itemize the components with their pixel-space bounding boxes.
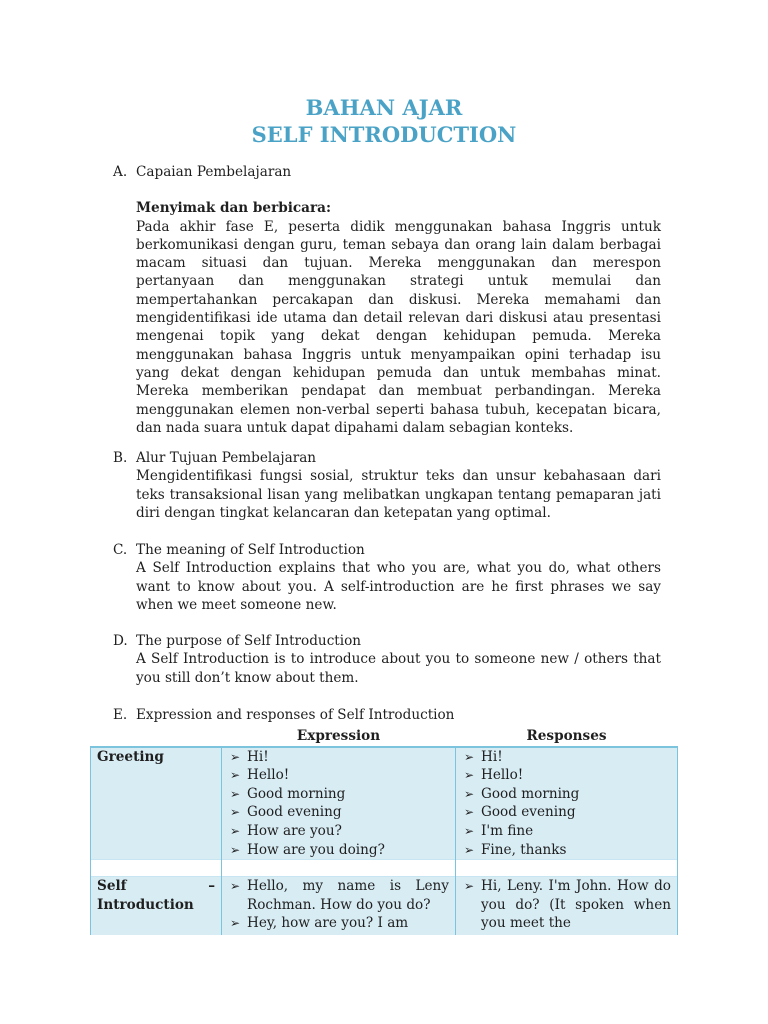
section-b <box>113 449 661 522</box>
table-header-row <box>91 727 678 747</box>
arrow-bullet-icon: ➢ <box>230 768 241 783</box>
section-d-title: The purpose of Self Introduction <box>136 633 362 649</box>
arrow-bullet-icon: ➢ <box>230 823 241 838</box>
section-d-body: A Self Introduction is to introduce about you to someone new / others that you still don’t know about them. <box>136 651 661 686</box>
section-a-body: Pada akhir fase E, peserta didik menggunakan bahasa Inggris untuk berkomunikasi dengan guru, teman sebaya dan orang lain dalam berbagai macam situasi dan tujuan. Mereka menggunakan dan merespon pertanyaan dan menggunakan strategi untuk memulai dan mempertahankan percakapan dan diskusi. Mereka memahami dan mengidentifikasi ide utama dan detail relevan dari diskusi atau presentasi mengenai topik yang dekat dengan kehidupan pemuda. Mereka menggunakan bahasa Inggris untuk menyampaikan opini terhadap isu yang dekat dengan kehidupan pemuda dan untuk membahas minat. Mereka memberikan pendapat dan membuat perbandingan. Mereka menggunakan elemen non-verbal seperti bahasa tubuh, kecepatan bicara, dan nada suara untuk dapat dipahami dalam sebagian konteks. <box>136 218 661 436</box>
list-item: ➢ Good morning <box>464 785 580 802</box>
list-item: ➢ Hi! <box>230 748 269 765</box>
section-c-body: A Self Introduction explains that who you are, what you do, what others want to know about you. A self-introduction are he first phrases we say when we meet someone new. <box>136 560 661 613</box>
arrow-bullet-icon: ➢ <box>230 749 241 764</box>
expression-table <box>90 727 678 935</box>
list-item: ➢ Hi, Leny. I'm John. How do you do? (It spoken when you meet the <box>464 878 671 932</box>
list-item: ➢ Fine, thanks <box>464 841 567 858</box>
section-c-letter: C. <box>113 542 128 558</box>
arrow-bullet-icon: ➢ <box>230 879 241 894</box>
list-item: ➢ Good evening <box>230 804 342 821</box>
list-item: ➢ Hello! <box>464 767 524 784</box>
list-item: ➢ Hello, my name is Leny Rochman. How do you do? <box>230 878 449 913</box>
section-e-title: Expression and responses of Self Introduction <box>136 707 455 723</box>
list-item: ➢ Hello! <box>230 767 290 784</box>
document-title-line-2: SELF INTRODUCTION <box>251 122 517 147</box>
self-introduction-responses-cell <box>456 877 678 936</box>
arrow-bullet-icon: ➢ <box>464 842 475 857</box>
greeting-responses-list <box>462 748 671 860</box>
section-e-heading <box>113 706 661 724</box>
section-a-letter: A. <box>113 164 128 180</box>
self-introduction-expressions-cell <box>222 877 456 936</box>
self-introduction-label: Self – Introduction <box>91 877 222 936</box>
section-e-letter: E. <box>113 707 128 723</box>
table-header-responses: Responses <box>456 727 678 747</box>
section-c-title: The meaning of Self Introduction <box>136 542 365 558</box>
greeting-expressions-cell <box>222 747 456 860</box>
list-item: ➢ How are you? <box>230 822 342 839</box>
greeting-expressions-list <box>228 748 449 860</box>
table-row-self-introduction <box>91 877 678 936</box>
section-a-title: Capaian Pembelajaran <box>136 164 292 180</box>
section-a-heading <box>113 163 661 181</box>
list-item: ➢ Hey, how are you? I am <box>230 915 409 932</box>
section-b-heading <box>113 449 661 467</box>
list-item: ➢ I'm fine <box>464 822 534 839</box>
section-d <box>113 632 661 687</box>
arrow-bullet-icon: ➢ <box>464 768 475 783</box>
section-c <box>113 541 661 614</box>
list-item: ➢ Good morning <box>230 785 346 802</box>
section-e <box>113 706 661 724</box>
section-b-body: Mengidentifikasi fungsi sosial, struktur teks dan unsur kebahasaan dari teks transaksional lisan yang melibatkan ungkapan tentang pemaparan jati diri dengan tingkat kelancaran dan ketepatan yang optimal. <box>136 468 661 521</box>
table-row-greeting <box>91 747 678 860</box>
section-a <box>113 163 661 437</box>
greeting-responses-cell <box>456 747 678 860</box>
section-d-letter: D. <box>113 633 128 649</box>
section-c-heading <box>113 541 661 559</box>
arrow-bullet-icon: ➢ <box>230 786 241 801</box>
self-introduction-expressions-list <box>228 877 449 933</box>
table-header-expression: Expression <box>222 727 456 747</box>
arrow-bullet-icon: ➢ <box>230 805 241 820</box>
document-title-line-1: BAHAN AJAR <box>305 95 463 120</box>
arrow-bullet-icon: ➢ <box>464 805 475 820</box>
arrow-bullet-icon: ➢ <box>230 842 241 857</box>
section-b-letter: B. <box>113 450 128 466</box>
table-header-label <box>91 727 222 747</box>
list-item: ➢ Good evening <box>464 804 576 821</box>
arrow-bullet-icon: ➢ <box>464 879 475 894</box>
arrow-bullet-icon: ➢ <box>464 823 475 838</box>
section-a-subheading: Menyimak dan berbicara: <box>136 200 331 217</box>
list-item: ➢ Hi! <box>464 748 503 765</box>
arrow-bullet-icon: ➢ <box>464 749 475 764</box>
arrow-bullet-icon: ➢ <box>230 916 241 931</box>
arrow-bullet-icon: ➢ <box>464 786 475 801</box>
section-b-title: Alur Tujuan Pembelajaran <box>136 450 317 466</box>
section-d-heading <box>113 632 661 650</box>
greeting-label: Greeting <box>91 747 222 860</box>
self-introduction-responses-list <box>462 877 671 933</box>
list-item: ➢ How are you doing? <box>230 841 385 858</box>
table-row-empty <box>91 860 678 877</box>
